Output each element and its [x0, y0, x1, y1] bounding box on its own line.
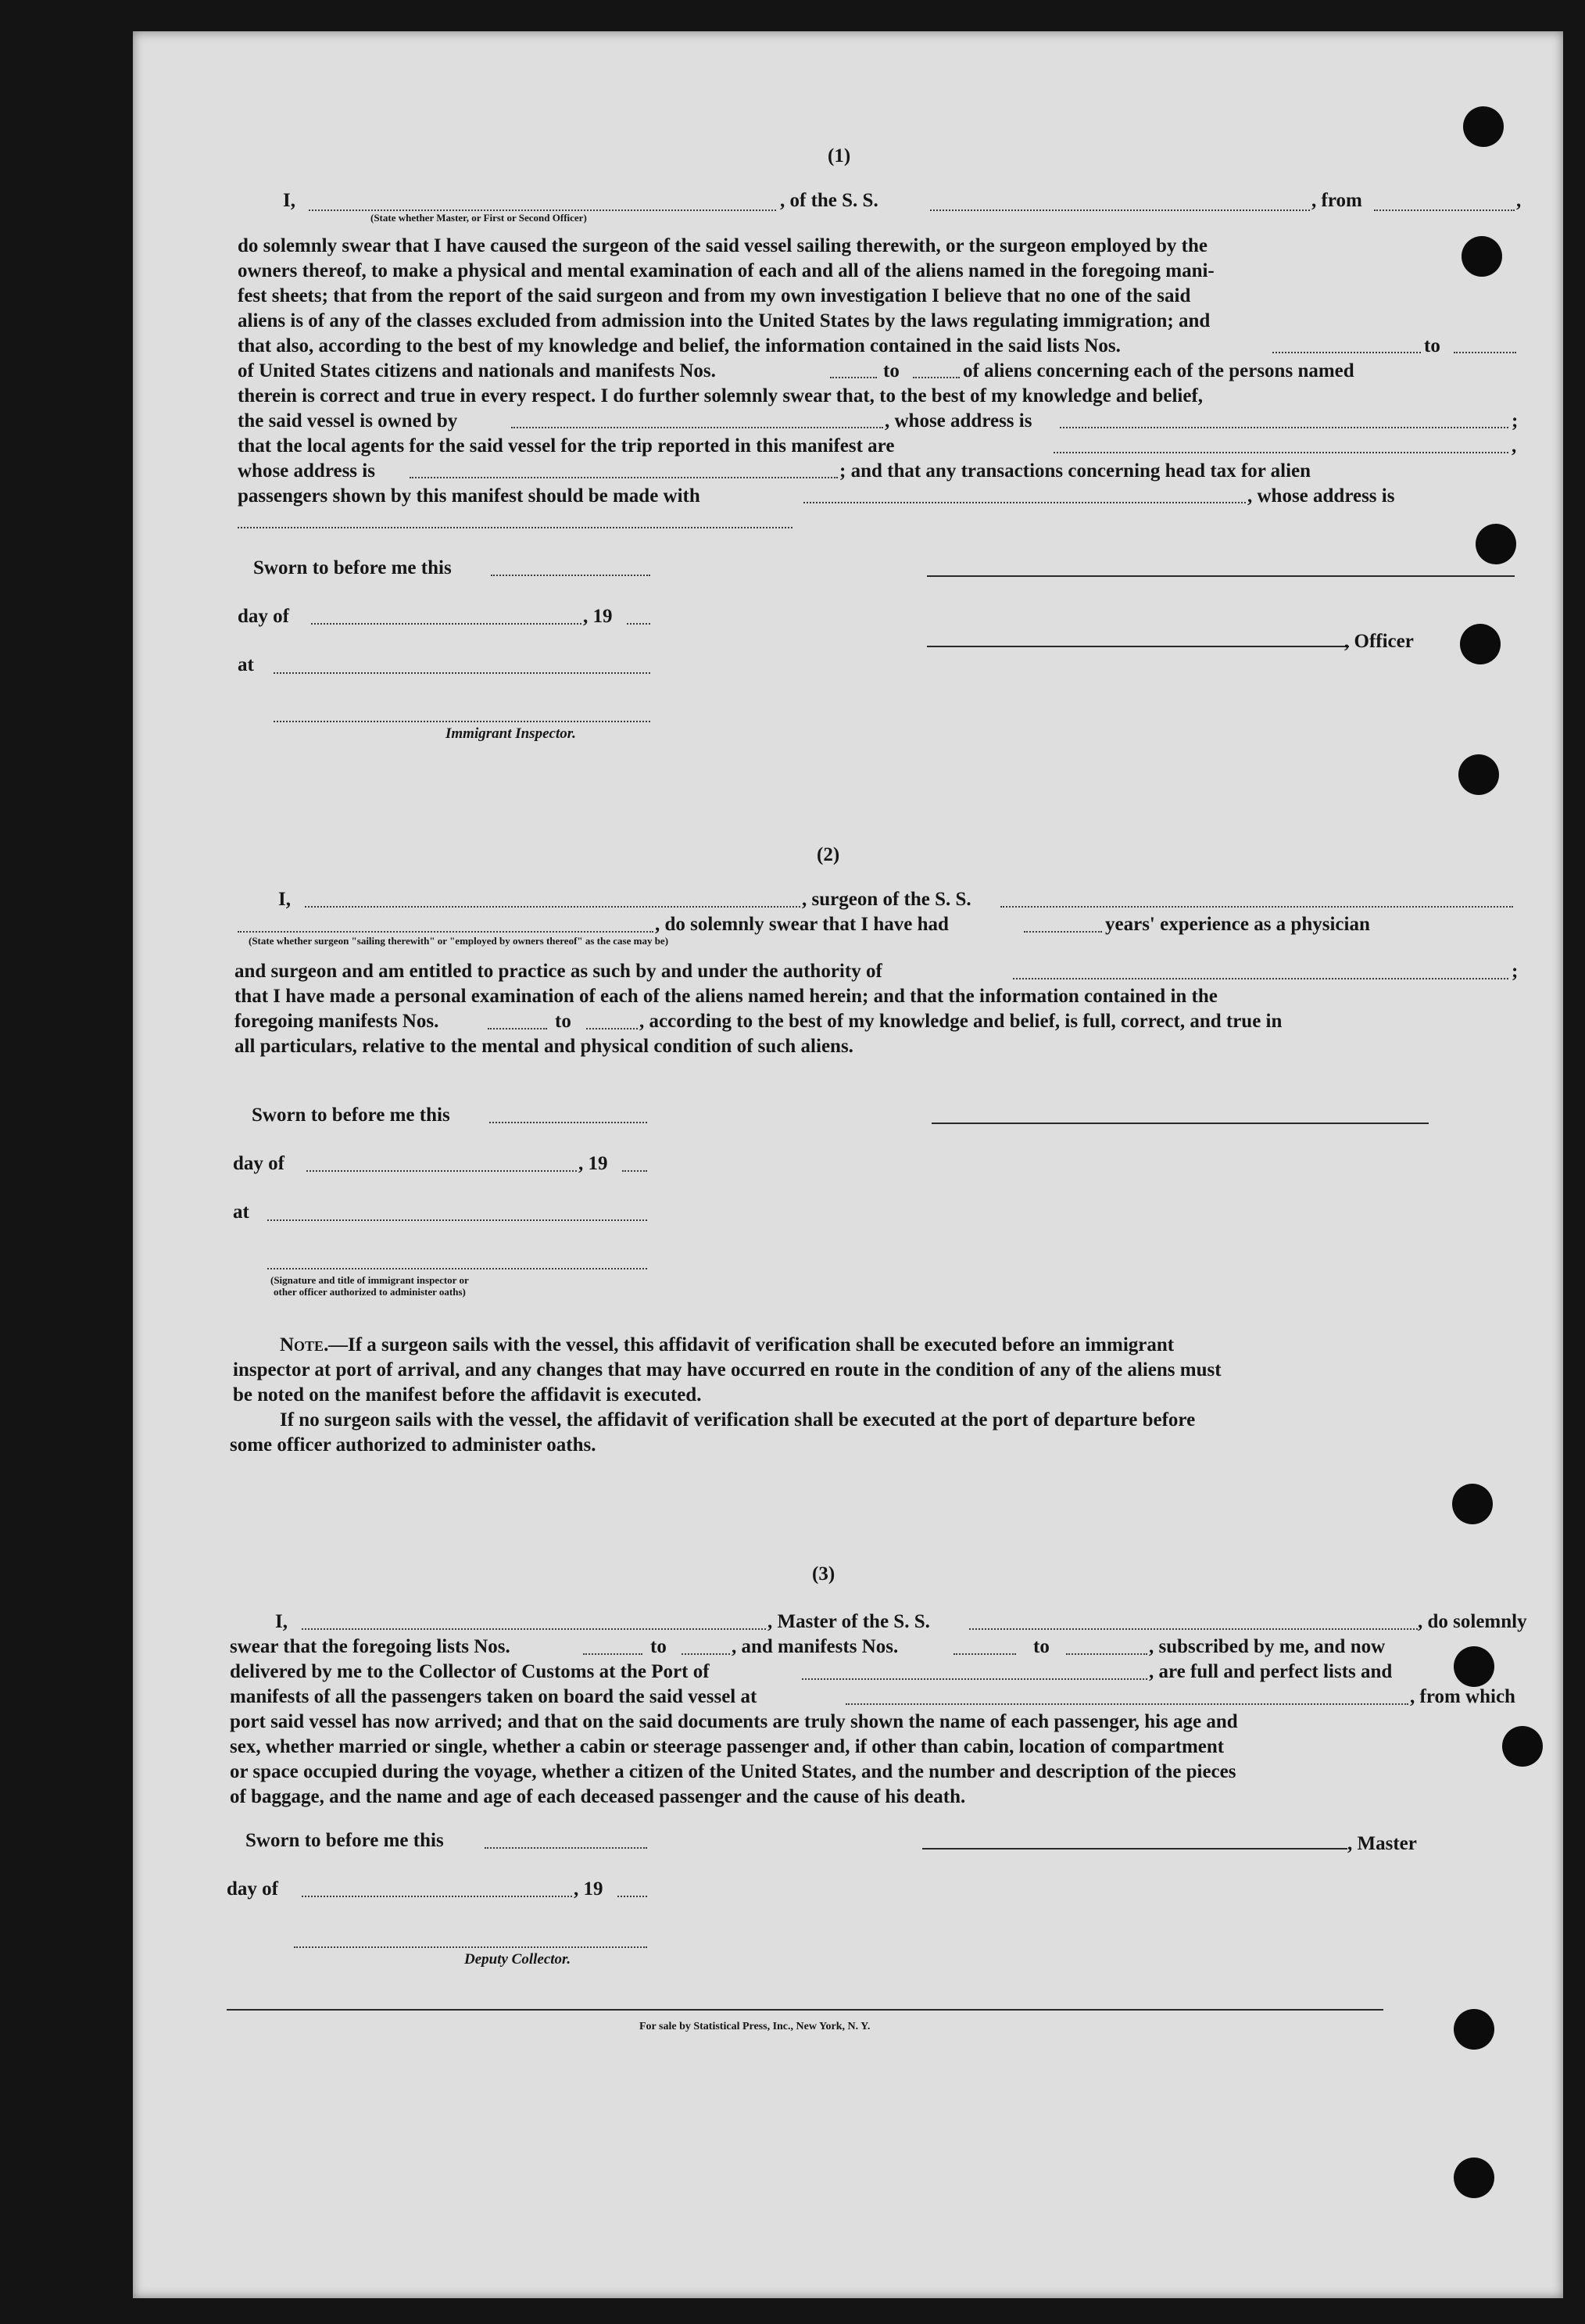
section-1-line: that the local agents for the said vessel for the trip reported in this manifest are: [238, 435, 895, 457]
surgeon-of-label: , surgeon of the S. S.: [802, 889, 971, 910]
note-line: If no surgeon sails with the vessel, the affidavit of verification shall be executed at the port of departure before: [280, 1409, 1196, 1431]
section-3-line: of baggage, and the name and age of each deceased passenger and the cause of his death.: [230, 1786, 966, 1807]
section-1-line: the said vessel is owned by: [238, 410, 458, 431]
of-the-ss-label: , of the S. S.: [780, 190, 878, 211]
punch-hole: [1452, 1484, 1493, 1524]
authorized-officer-signature-field[interactable]: [267, 1268, 647, 1269]
line-end-comma: ,: [1516, 190, 1522, 211]
punch-hole: [1454, 2157, 1494, 2198]
section-2-lead: I,: [278, 889, 291, 910]
boarding-port-field[interactable]: [846, 1703, 1408, 1705]
according-text: , according to the best of my knowledge and belief, is full, correct, and true in: [639, 1011, 1283, 1032]
punch-hole: [1462, 236, 1502, 277]
full-perfect-text: , are full and perfect lists and: [1149, 1661, 1393, 1682]
surgeon-manifests-to-field[interactable]: [586, 1028, 638, 1030]
surgeon-name-field[interactable]: [305, 906, 800, 908]
surgeon-signature-line[interactable]: [932, 1123, 1429, 1124]
section-1-line: whose address is: [238, 460, 375, 482]
at-place-field[interactable]: [267, 1219, 647, 1221]
lists-to-field[interactable]: [682, 1653, 730, 1655]
punch-hole: [1463, 106, 1504, 147]
section-3-line: port said vessel has now arrived; and that on the said documents are truly shown the name of each passenger, his age and: [230, 1711, 1238, 1732]
section-3-number: (3): [812, 1563, 835, 1585]
at-place-field[interactable]: [274, 672, 650, 674]
of-aliens-text: of aliens concerning each of the persons named: [963, 360, 1354, 381]
do-solemnly-text: , do solemnly swear that I have had: [655, 914, 949, 935]
deputy-signature-field[interactable]: [294, 1946, 647, 1948]
year-label: , 19: [578, 1153, 608, 1174]
punch-hole: [1460, 624, 1501, 664]
collector-port-field[interactable]: [802, 1678, 1147, 1680]
punch-hole: [1502, 1726, 1543, 1767]
note-line: be noted on the manifest before the affidavit is executed.: [233, 1384, 702, 1406]
inspector-caption: Immigrant Inspector.: [445, 725, 576, 742]
master-of-label: , Master of the S. S.: [767, 1611, 930, 1632]
section-2-line: all particulars, relative to the mental and physical condition of such aliens.: [234, 1036, 853, 1057]
subscribed-text: , subscribed by me, and now: [1149, 1636, 1386, 1657]
and-manifests-label: , and manifests Nos.: [732, 1636, 899, 1657]
section-1-line: therein is correct and true in every respect. I do further solemnly swear that, to the best of my knowledge and belief,: [238, 385, 1204, 406]
section-1-line: owners thereof, to make a physical and mental examination of each and all of the aliens named in the foregoing mani-: [238, 260, 1215, 281]
officer-signature-line[interactable]: [927, 575, 1515, 577]
authority-field[interactable]: [1013, 978, 1508, 979]
sworn-label: Sworn to before me this: [252, 1105, 450, 1126]
from-port-field[interactable]: [1374, 209, 1515, 211]
sworn-label: Sworn to before me this: [245, 1830, 444, 1851]
year-field[interactable]: [617, 1896, 647, 1897]
master-name-field[interactable]: [309, 209, 776, 211]
at-label: at: [238, 654, 254, 675]
inspector-signature-field[interactable]: [274, 721, 650, 722]
year-field[interactable]: [622, 1170, 647, 1172]
section-1-line: passengers shown by this manifest should be made with: [238, 485, 700, 507]
section-3-lead: I,: [275, 1611, 288, 1632]
vessel-name-field[interactable]: [930, 209, 1310, 211]
master-label: , Master: [1347, 1833, 1417, 1854]
note-line: inspector at port of arrival, and any changes that may have occurred en route in the condition of any of the aliens must: [233, 1359, 1222, 1380]
whose-address-label: , whose address is: [1247, 485, 1395, 507]
year-field[interactable]: [627, 623, 650, 625]
manifests-to-field[interactable]: [913, 377, 960, 378]
section-2-line: that I have made a personal examination of each of the aliens named herein; and that the information contained in the: [234, 986, 1218, 1007]
to-label: to: [555, 1011, 571, 1032]
section-1-line: of United States citizens and nationals and manifests Nos.: [238, 360, 716, 381]
deputy-caption: Deputy Collector.: [464, 1951, 571, 1968]
whose-address-label: , whose address is: [885, 410, 1032, 431]
sworn-day-field[interactable]: [491, 575, 650, 576]
day-of-month-field[interactable]: [306, 1170, 577, 1172]
year-label: , 19: [574, 1878, 603, 1900]
section-3-line: sex, whether married or single, whether a cabin or steerage passenger and, if other than cabin, location of compartment: [230, 1736, 1225, 1757]
section-1-lead: I,: [283, 190, 295, 211]
master-note: (State whether Master, or First or Second Officer): [370, 212, 587, 224]
head-tax-text: ; and that any transactions concerning head tax for alien: [839, 460, 1311, 482]
do-solemnly-text: , do solemnly: [1418, 1611, 1527, 1632]
owner-field[interactable]: [511, 427, 883, 428]
years-text: years' experience as a physician: [1105, 914, 1370, 935]
from-which-text: , from which: [1410, 1686, 1515, 1707]
year-label: , 19: [583, 606, 613, 627]
day-of-label: day of: [233, 1153, 284, 1174]
to-label: to: [650, 1636, 667, 1657]
line-end-comma: ,: [1512, 435, 1517, 457]
years-field[interactable]: [1024, 931, 1102, 933]
punch-hole: [1454, 1646, 1494, 1687]
sworn-label: Sworn to before me this: [253, 557, 452, 578]
vessel-name-field[interactable]: [969, 1628, 1418, 1630]
punch-hole: [1454, 2009, 1494, 2050]
surgeon-manifests-from-field[interactable]: [488, 1028, 547, 1030]
note-label: Note.: [280, 1334, 329, 1355]
to-label: to: [1424, 335, 1440, 356]
note-line: some officer authorized to administer oaths.: [230, 1434, 596, 1456]
sworn-day-field[interactable]: [485, 1847, 647, 1849]
printer-imprint: For sale by Statistical Press, Inc., New York, N. Y.: [639, 2021, 871, 2032]
section-3-line: delivered by me to the Collector of Customs at the Port of: [230, 1661, 710, 1682]
semicolon: ;: [1512, 410, 1519, 431]
master-signature-line[interactable]: [922, 1848, 1347, 1850]
punch-hole: [1458, 754, 1499, 795]
surgeon-status-field[interactable]: [238, 931, 653, 933]
section-1-line: fest sheets; that from the report of the said surgeon and from my own investigation I believe that no one of the said: [238, 285, 1191, 306]
signature-note: other officer authorized to administer oaths): [274, 1286, 466, 1298]
to-label: to: [1033, 1636, 1050, 1657]
head-tax-party-field[interactable]: [803, 502, 1246, 503]
manifests-to-field[interactable]: [1066, 1653, 1147, 1655]
section-1-line: that also, according to the best of my knowledge and belief, the information contained in the said lists Nos.: [238, 335, 1121, 356]
at-label: at: [233, 1201, 249, 1223]
section-2-number: (2): [817, 844, 840, 865]
section-3-line: manifests of all the passengers taken on board the said vessel at: [230, 1686, 757, 1707]
lists-from-field[interactable]: [1272, 352, 1421, 353]
to-label: to: [883, 360, 900, 381]
officer-label: , Officer: [1344, 631, 1414, 652]
lists-from-field[interactable]: [583, 1653, 642, 1655]
owner-address-field[interactable]: [1060, 427, 1508, 428]
footer-rule: [227, 2009, 1383, 2011]
day-of-label: day of: [238, 606, 289, 627]
head-tax-address-field[interactable]: [238, 527, 792, 528]
sworn-day-field[interactable]: [489, 1122, 647, 1123]
surgeon-note: (State whether surgeon "sailing therewith" or "employed by owners thereof" as the case may be): [249, 935, 669, 947]
semicolon: ;: [1512, 961, 1519, 982]
section-1-line: aliens is of any of the classes excluded from admission into the United States by the laws regulating immigration; and: [238, 310, 1211, 331]
section-3-line: swear that the foregoing lists Nos.: [230, 1636, 510, 1657]
day-of-month-field[interactable]: [311, 623, 581, 625]
day-of-month-field[interactable]: [302, 1896, 572, 1897]
section-2-line: and surgeon and am entitled to practice as such by and under the authority of: [234, 961, 882, 982]
manifest-page: [133, 31, 1563, 2298]
agents-address-field[interactable]: [410, 477, 838, 478]
section-1-number: (1): [828, 145, 851, 167]
note-line: —If a surgeon sails with the vessel, this affidavit of verification shall be executed before an immigrant: [328, 1334, 1175, 1355]
signature-note: (Signature and title of immigrant inspector or: [270, 1274, 469, 1286]
local-agents-field[interactable]: [1054, 452, 1508, 453]
day-of-label: day of: [227, 1878, 278, 1900]
from-label: , from: [1311, 190, 1362, 211]
manifests-from-field[interactable]: [830, 377, 877, 378]
manifests-from-field[interactable]: [954, 1653, 1016, 1655]
section-3-line: or space occupied during the voyage, whether a citizen of the United States, and the number and description of the pieces: [230, 1761, 1236, 1782]
section-2-line: foregoing manifests Nos.: [234, 1011, 439, 1032]
master-name-field[interactable]: [302, 1628, 766, 1630]
punch-hole: [1476, 524, 1516, 564]
section-1-line: do solemnly swear that I have caused the surgeon of the said vessel sailing therewith, or the surgeon employed by the: [238, 235, 1208, 256]
lists-to-field[interactable]: [1454, 352, 1516, 353]
officer-title-line[interactable]: [927, 646, 1349, 647]
surgeon-vessel-field[interactable]: [1000, 906, 1513, 908]
